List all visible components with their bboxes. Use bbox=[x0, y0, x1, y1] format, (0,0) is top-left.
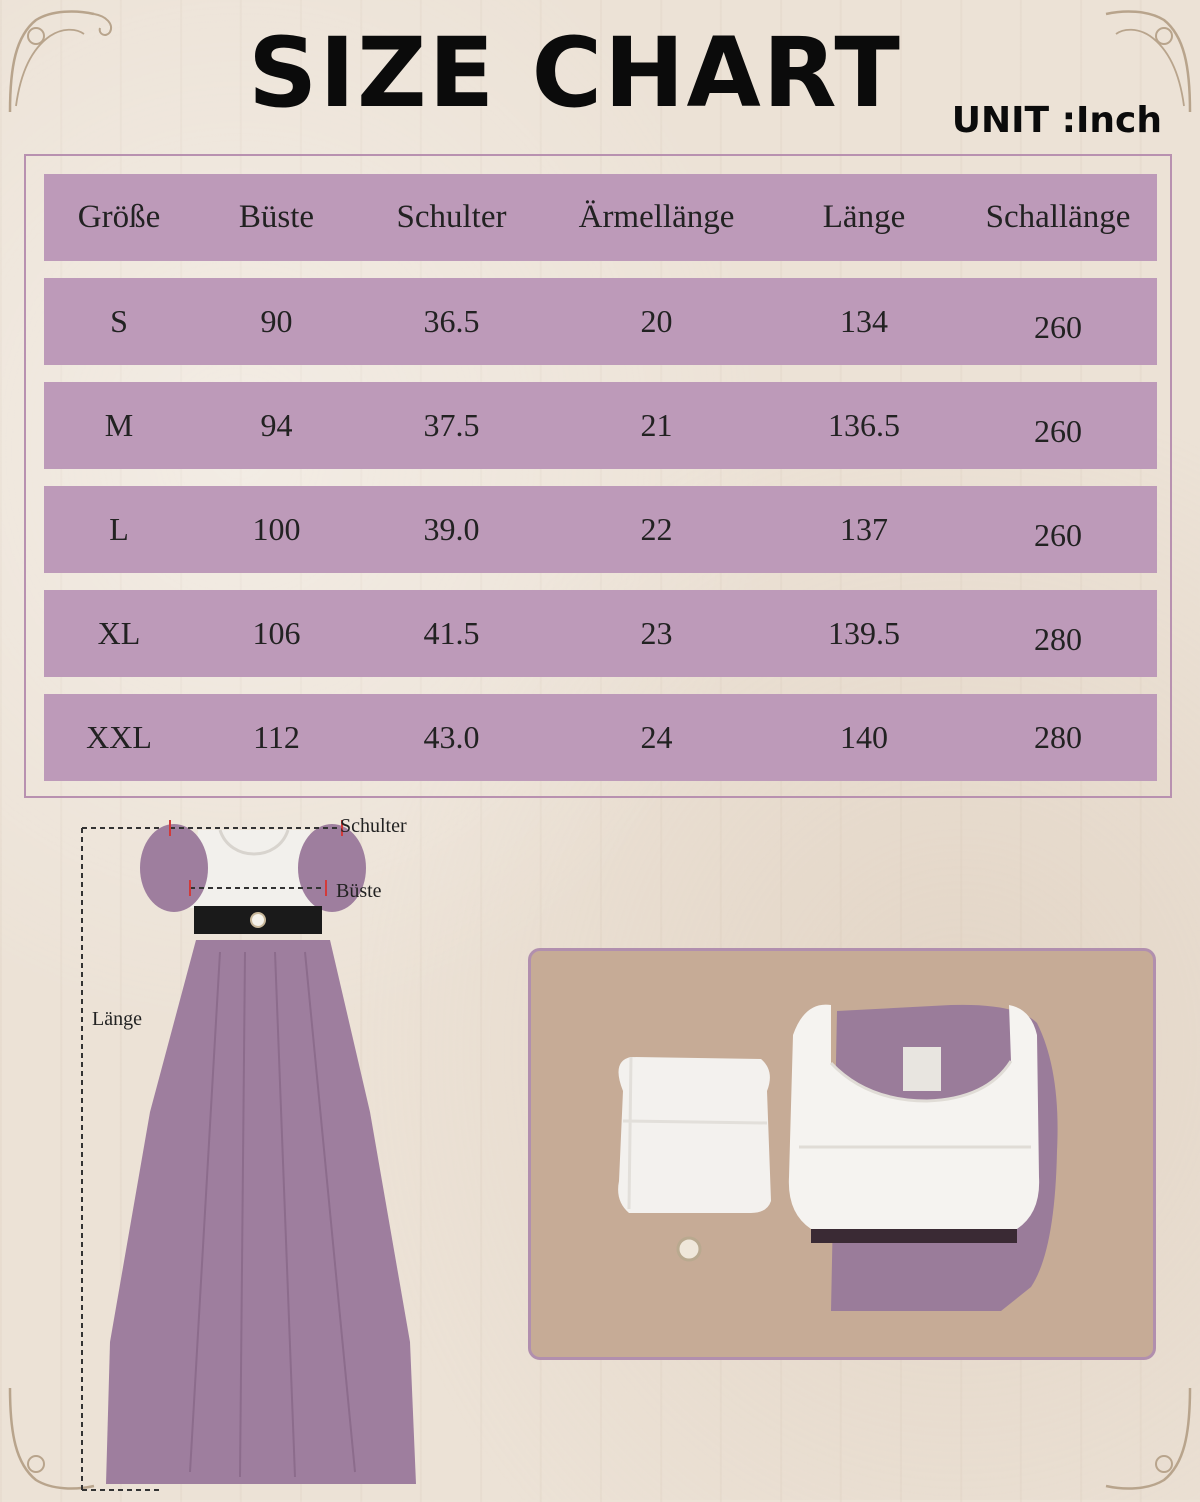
table-row bbox=[44, 486, 1157, 573]
table-cell: 260 bbox=[1034, 413, 1082, 449]
table-cell: 20 bbox=[640, 303, 673, 339]
table-cell: 136.5 bbox=[828, 407, 900, 443]
table-cell: 106 bbox=[252, 615, 301, 651]
length-label: Länge bbox=[92, 1008, 142, 1030]
dress-measurement-diagram bbox=[70, 812, 450, 1502]
header-cell: Länge bbox=[822, 199, 906, 235]
table-header-row bbox=[44, 174, 1157, 261]
header-cell: Büste bbox=[238, 199, 315, 235]
table-cell: 41.5 bbox=[423, 615, 480, 651]
table-cell: 112 bbox=[253, 719, 300, 755]
table-row bbox=[44, 382, 1157, 469]
header-cell: Ärmellänge bbox=[578, 199, 735, 235]
header-cell: Schulter bbox=[396, 199, 507, 235]
table-cell: 24 bbox=[640, 719, 673, 755]
shoulder-label: Schulter bbox=[340, 815, 407, 837]
table-cell: 36.5 bbox=[423, 303, 480, 339]
table-cell: S bbox=[110, 303, 128, 339]
table-row bbox=[44, 278, 1157, 365]
table-cell: 139.5 bbox=[828, 615, 900, 651]
table-cell: 137 bbox=[840, 511, 888, 547]
table-row bbox=[44, 694, 1157, 781]
table-cell: 39.0 bbox=[423, 511, 480, 547]
table-cell: 134 bbox=[840, 303, 888, 339]
header-cell: Größe bbox=[77, 199, 161, 235]
table-cell: 280 bbox=[1034, 719, 1082, 755]
table-cell: L bbox=[109, 511, 129, 547]
table-cell: 94 bbox=[260, 407, 293, 443]
table-cell: 22 bbox=[640, 511, 673, 547]
table-cell: 260 bbox=[1034, 309, 1082, 345]
table-cell: 37.5 bbox=[423, 407, 480, 443]
corner-flourish-icon bbox=[1074, 1384, 1194, 1494]
table-cell: 90 bbox=[260, 303, 293, 339]
table-cell: 43.0 bbox=[423, 719, 480, 755]
table-cell: 100 bbox=[252, 511, 301, 547]
folded-dress-illustration bbox=[531, 951, 1153, 1357]
table-cell: M bbox=[104, 407, 134, 443]
table-cell: 23 bbox=[640, 615, 673, 651]
table-row bbox=[44, 590, 1157, 677]
table-cell: 280 bbox=[1034, 621, 1082, 657]
product-detail-photo bbox=[528, 948, 1156, 1360]
page-title: SIZE CHART bbox=[248, 17, 902, 129]
bust-label: Büste bbox=[336, 880, 382, 902]
unit-label: UNIT :Inch bbox=[951, 100, 1162, 141]
header-cell: Schallänge bbox=[985, 199, 1131, 235]
table-cell: 260 bbox=[1034, 517, 1082, 553]
table-cell: 140 bbox=[840, 719, 888, 755]
table-cell: XXL bbox=[86, 719, 152, 755]
table-cell: 21 bbox=[640, 407, 673, 443]
table-cell: XL bbox=[97, 615, 141, 651]
